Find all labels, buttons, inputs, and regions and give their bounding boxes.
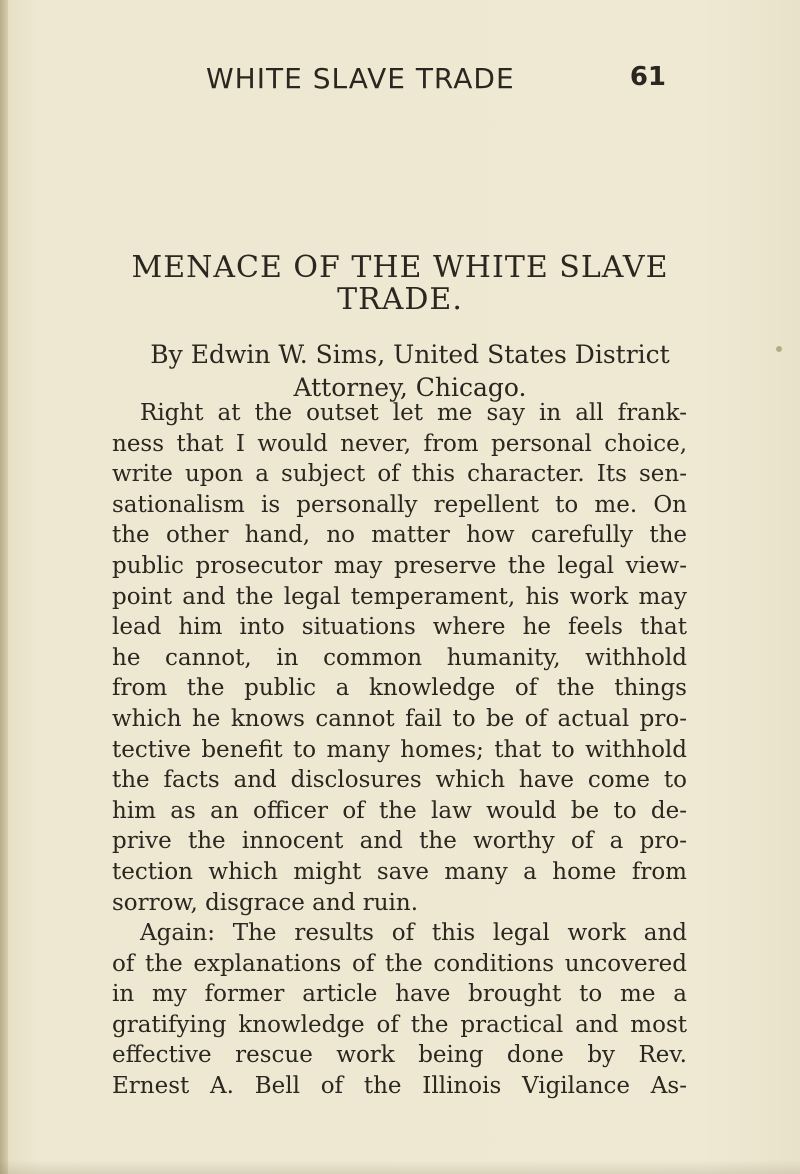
body-line: sorrow, disgrace and ruin. xyxy=(112,889,419,916)
byline-line-2: Attorney, Chicago. xyxy=(293,373,527,402)
body-line: tection which might save many a home from xyxy=(112,858,687,885)
body-line: of the explanations of the conditions uncovered xyxy=(112,950,687,977)
body-line: Again: The results of this legal work and xyxy=(140,920,687,947)
body-line: Ernest A. Bell of the Illinois Vigilance As- xyxy=(112,1073,687,1100)
byline-line-1: By Edwin W. Sims, United States District xyxy=(150,340,670,369)
body-line: sationalism is personally repellent to me. On xyxy=(112,491,687,518)
body-line: the facts and disclosures which have come to xyxy=(112,767,687,794)
page-spine-edge xyxy=(0,0,8,1174)
body-line: Right at the outset let me say in all frank- xyxy=(140,400,687,426)
body-line: gratifying knowledge of the practical and most xyxy=(112,1011,687,1038)
body-line: lead him into situations where he feels that xyxy=(112,614,687,641)
article-title-line-1: MENACE OF THE WHITE SLAVE xyxy=(131,250,669,285)
page-bottom-shadow xyxy=(0,1160,800,1174)
paper-speck xyxy=(776,346,782,352)
running-head-title: WHITE SLAVE TRADE xyxy=(206,62,515,95)
running-head xyxy=(206,62,666,102)
body-line: in my former article have brought to me a xyxy=(112,981,687,1008)
article-title xyxy=(120,252,680,316)
body-line: he cannot, in common humanity, withhold xyxy=(112,644,687,671)
body-line: effective rescue work being done by Rev. xyxy=(112,1042,687,1069)
body-line: from the public a knowledge of the things xyxy=(112,675,687,702)
article-title-line-2: TRADE. xyxy=(337,282,463,317)
body-line: tective benefit to many homes; that to withhold xyxy=(112,736,687,763)
page-number: 61 xyxy=(629,62,666,92)
article-body xyxy=(112,398,687,1102)
body-line: write upon a subject of this character. Its sen- xyxy=(112,461,687,488)
body-line: the other hand, no matter how carefully the xyxy=(112,522,687,549)
body-line: prive the innocent and the worthy of a pro- xyxy=(112,828,687,855)
body-line: public prosecutor may preserve the legal view- xyxy=(112,552,687,579)
byline xyxy=(115,338,705,404)
body-line: ness that I would never, from personal choice, xyxy=(112,430,687,457)
body-line: point and the legal temperament, his work may xyxy=(112,583,687,610)
body-line: which he knows cannot fail to be of actual pro- xyxy=(112,705,687,732)
body-line: him as an officer of the law would be to de- xyxy=(112,797,687,824)
